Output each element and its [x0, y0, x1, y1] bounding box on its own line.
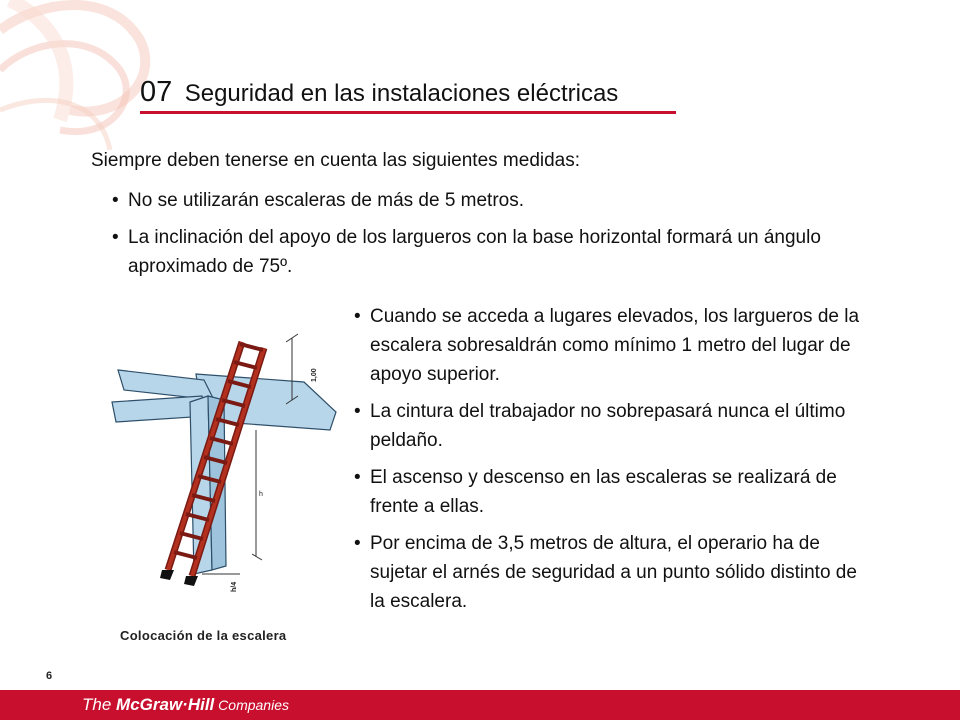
list-item: [354, 302, 874, 389]
bullet-text: El ascenso y descenso en las escaleras se realizará de frente a ellas.: [370, 467, 837, 517]
list-item: [354, 463, 874, 521]
ladder-foot-right: [184, 576, 198, 586]
bullet-dot: •: [354, 467, 361, 488]
bullet-text: No se utilizarán escaleras de más de 5 metros.: [128, 190, 525, 211]
logo-prefix: The: [82, 695, 117, 714]
list-item: [112, 186, 872, 215]
logo-brand: McGraw·Hill: [116, 695, 215, 714]
intro-text: Siempre deben tenerse en cuenta las siguientes medidas:: [91, 150, 581, 171]
bullet-text: Cuando se acceda a lugares elevados, los largueros de la escalera sobresaldrán como mínimo 1 metro del lugar de apoyo superior.: [370, 306, 860, 385]
footer-bar: [0, 690, 960, 720]
chapter-title: Seguridad en las instalaciones eléctricas: [184, 80, 619, 107]
figure-caption: Colocación de la escalera: [120, 628, 287, 643]
bullet-dot: •: [112, 227, 119, 248]
list-item: [112, 223, 872, 281]
list-item: [354, 529, 874, 616]
list-item: [354, 397, 874, 455]
bullet-text: La cintura del trabajador no sobrepasará nunca el último peldaño.: [370, 401, 846, 451]
ladder-foot-left: [160, 570, 174, 580]
bullet-dot: •: [354, 306, 361, 327]
bullet-dot: •: [354, 401, 361, 422]
bullet-dot: •: [112, 190, 119, 211]
dimension-top-label: 1,00: [311, 368, 318, 382]
bullet-text: Por encima de 3,5 metros de altura, el operario ha de sujetar el arnés de seguridad a un punto sólido distinto de la escalera.: [370, 533, 857, 612]
dimension-base-label: h/4: [231, 581, 238, 592]
page-number: 6: [46, 670, 53, 682]
chapter-number: 07: [140, 76, 173, 108]
bullet-text: La inclinación del apoyo de los largueros con la base horizontal formará un ángulo aproximado de 75º.: [128, 227, 821, 277]
dimension-height-label: h: [259, 491, 263, 498]
ladder-placement-illustration: [104, 330, 344, 600]
publisher-logo: [82, 695, 289, 715]
right-bullet-list: [354, 302, 874, 624]
logo-suffix: Companies: [214, 697, 289, 713]
slide-header: [140, 76, 676, 114]
bullet-dot: •: [354, 533, 361, 554]
top-bullet-list: [112, 186, 872, 289]
